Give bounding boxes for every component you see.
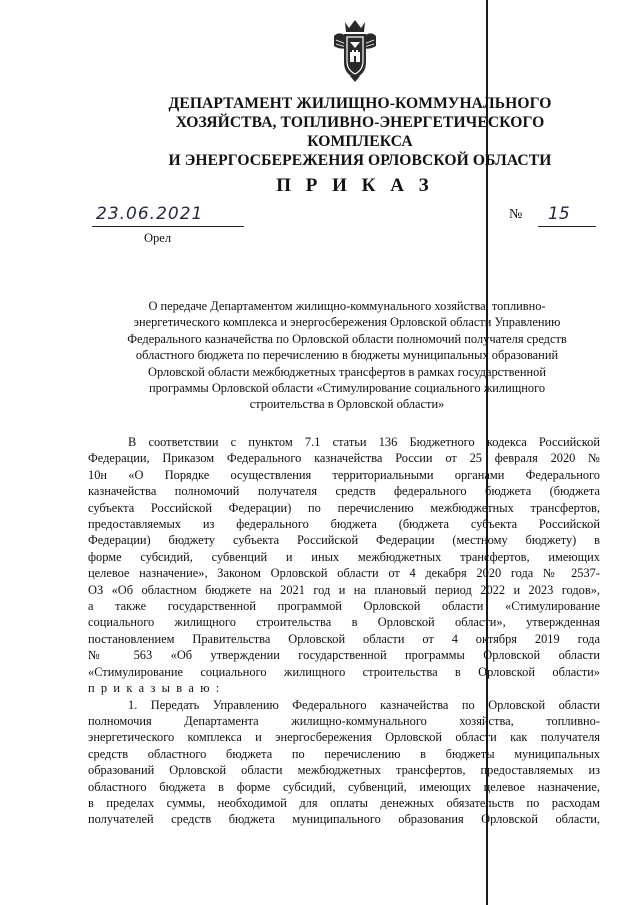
subject-line: строительства в Орловской области» xyxy=(249,397,445,412)
order-city: Орел xyxy=(144,231,172,245)
subject-line: О передаче Департаментом жилищно-коммунального хозяйства, топливно- xyxy=(148,299,546,313)
subject-line: Орловской области межбюджетных трансфертов в рамках государственной xyxy=(148,364,546,379)
body-line: «Стимулирование социального жилищного строительства в Орловской области» xyxy=(88,664,600,679)
subject-line: Федерального казначейства по Орловской области полномочий получателя средств xyxy=(127,331,567,346)
order-body xyxy=(88,434,600,828)
header-line-2: ХОЗЯЙСТВА, ТОПЛИВНО-ЭНЕРГЕТИЧЕСКОГО КОМПЛЕКСА xyxy=(175,114,545,150)
header-line-1: ДЕПАРТАМЕНТ ЖИЛИЩНО-КОММУНАЛЬНОГО xyxy=(168,95,552,112)
body-line: форме субсидий, субвенций и иных межбюджетных трансфертов, имеющих xyxy=(88,549,600,564)
order-date-field xyxy=(92,204,244,227)
body-line: ОЗ «Об областном бюджете на 2021 год и на плановый период 2022 и 2023 годов», xyxy=(88,582,600,597)
body-line: областного бюджета в форме субсидий, субвенций, имеющих целевое назначение, xyxy=(88,779,600,794)
order-number: 15 xyxy=(548,204,570,224)
order-title: П Р И К А З xyxy=(276,175,434,196)
header-line-3: И ЭНЕРГОСБЕРЕЖЕНИЯ ОРЛОВСКОЙ ОБЛАСТИ xyxy=(168,152,552,169)
body-line: энергетического комплекса и энергосбережения Орловской области как получателя xyxy=(88,730,600,745)
subject-line: областного бюджета по перечислению в бюджеты муниципальных образований xyxy=(135,348,559,363)
body-line: предоставляемых из федерального бюджета (бюджета субъекта Российской xyxy=(88,517,600,532)
subject-line: энергетического комплекса и энергосбережения Орловской области Управлению xyxy=(133,315,561,330)
body-line: казначейства полномочий получателя средств федерального бюджета (бюджета xyxy=(88,484,600,499)
coat-of-arms-icon xyxy=(330,18,380,82)
department-header xyxy=(130,94,590,170)
body-line-order-verb: п р и к а з ы в а ю : xyxy=(88,681,221,696)
body-line: а также государственной программой Орловской области «Стимулирование xyxy=(88,599,600,614)
body-line: в пределах суммы, необходимой для оплаты денежных обязательств по расходам xyxy=(88,795,600,810)
body-line: 10н «О Порядке осуществления территориальными органами Федерального xyxy=(88,467,600,482)
body-line: Федерации) бюджету субъекта Российской Федерации (местному бюджету) в xyxy=(88,533,600,548)
body-line: социального жилищного строительства в Орловской области», утвержденная xyxy=(88,615,600,630)
order-subject xyxy=(82,298,612,413)
order-number-sign: № xyxy=(509,207,523,222)
subject-line: программы Орловской области «Стимулирование социального жилищного xyxy=(148,381,546,396)
body-line: образований Орловской области межбюджетных трансфертов, предоставляемых из xyxy=(88,763,600,778)
body-line: получателей средств бюджета муниципального образования Орловской области, xyxy=(88,812,600,827)
body-line: № 563 «Об утверждении государственной программы Орловской области xyxy=(88,648,600,663)
order-date: 23.06.2021 xyxy=(96,204,204,224)
body-line: 1. Передать Управлению Федерального казначейства по Орловской области xyxy=(128,697,600,712)
body-line: полномочия Департамента жилищно-коммунального хозяйства, топливно- xyxy=(88,713,600,728)
body-line: субъекта Российской Федерации) по перечислению межбюджетных трансфертов, xyxy=(88,500,600,515)
body-line: Федерации, Приказом Федерального казначейства России от 25 февраля 2020 № xyxy=(88,451,600,466)
body-line: целевое назначение», Законом Орловской области от 4 декабря 2020 года № 2537- xyxy=(88,566,600,581)
body-line: В соответствии с пунктом 7.1 статьи 136 Бюджетного кодекса Российской xyxy=(128,435,600,449)
order-number-field xyxy=(538,204,596,227)
body-line: постановлением Правительства Орловской области от 4 октября 2019 года xyxy=(88,631,600,646)
body-line: средств областного бюджета по перечислению в бюджеты муниципальных xyxy=(88,746,600,761)
